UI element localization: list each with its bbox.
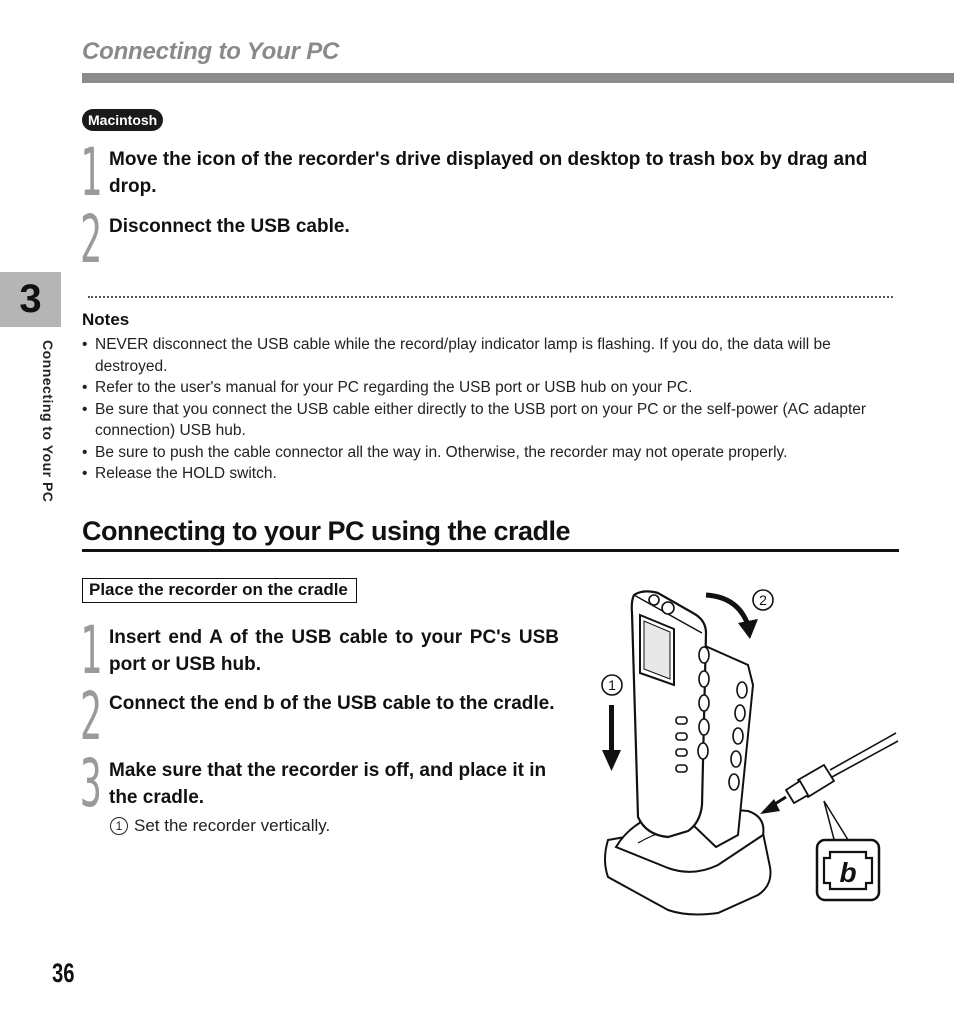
cradle-step-text-2: Connect the end b of the USB cable to the cradle.: [109, 693, 555, 714]
note-item: • Be sure to push the cable connector all the way in. Otherwise, the recorder may not operate properly.: [82, 442, 902, 464]
cradle-step-number-2: 2: [80, 678, 102, 755]
mac-step-text-2: Disconnect the USB cable.: [109, 216, 350, 237]
cradle-step-number-1: 1: [80, 612, 102, 689]
cradle-illustration: [598, 585, 900, 920]
boxed-subheading: Place the recorder on the cradle: [82, 578, 357, 603]
note-item: • Release the HOLD switch.: [82, 463, 902, 485]
note-item: • NEVER disconnect the USB cable while the record/play indicator lamp is flashing. If you do, the data will be destroyed.: [82, 334, 902, 377]
page-number: 36: [52, 958, 75, 988]
sub-step-text: Set the recorder vertically.: [134, 816, 331, 835]
page-header-title: Connecting to Your PC: [82, 38, 340, 65]
mac-step-number-2: 2: [80, 201, 102, 278]
dotted-divider: [88, 296, 893, 298]
cradle-step-text-1: Insert end A of the USB cable to your PC's USB port or USB hub.: [109, 627, 559, 675]
chapter-tab: 3: [0, 272, 61, 327]
section-heading: Connecting to your PC using the cradle: [82, 516, 899, 552]
mac-step-number-1: 1: [80, 134, 102, 211]
notes-list: [82, 334, 902, 485]
connector-label: b: [839, 857, 857, 888]
notes-title: Notes: [82, 310, 130, 329]
mac-step-text-1: Move the icon of the recorder's drive displayed on desktop to trash box by drag and drop.: [109, 149, 868, 197]
header-rule: [82, 73, 954, 83]
note-item: • Refer to the user's manual for your PC regarding the USB port or USB hub on your PC.: [82, 377, 902, 399]
sub-step: [110, 816, 330, 836]
callout-2: 2: [759, 592, 767, 608]
macintosh-badge: Macintosh: [82, 109, 163, 131]
note-item: • Be sure that you connect the USB cable either directly to the USB port on your PC or the self-power (AC adapter connection) USB hub.: [82, 399, 902, 442]
cradle-step-number-3: 3: [80, 745, 102, 822]
cradle-step-text-3: Make sure that the recorder is off, and place it in the cradle.: [109, 760, 547, 808]
sub-step-marker: 1: [110, 817, 128, 835]
callout-1: 1: [608, 677, 616, 693]
chapter-side-label: Connecting to Your PC: [40, 340, 56, 503]
